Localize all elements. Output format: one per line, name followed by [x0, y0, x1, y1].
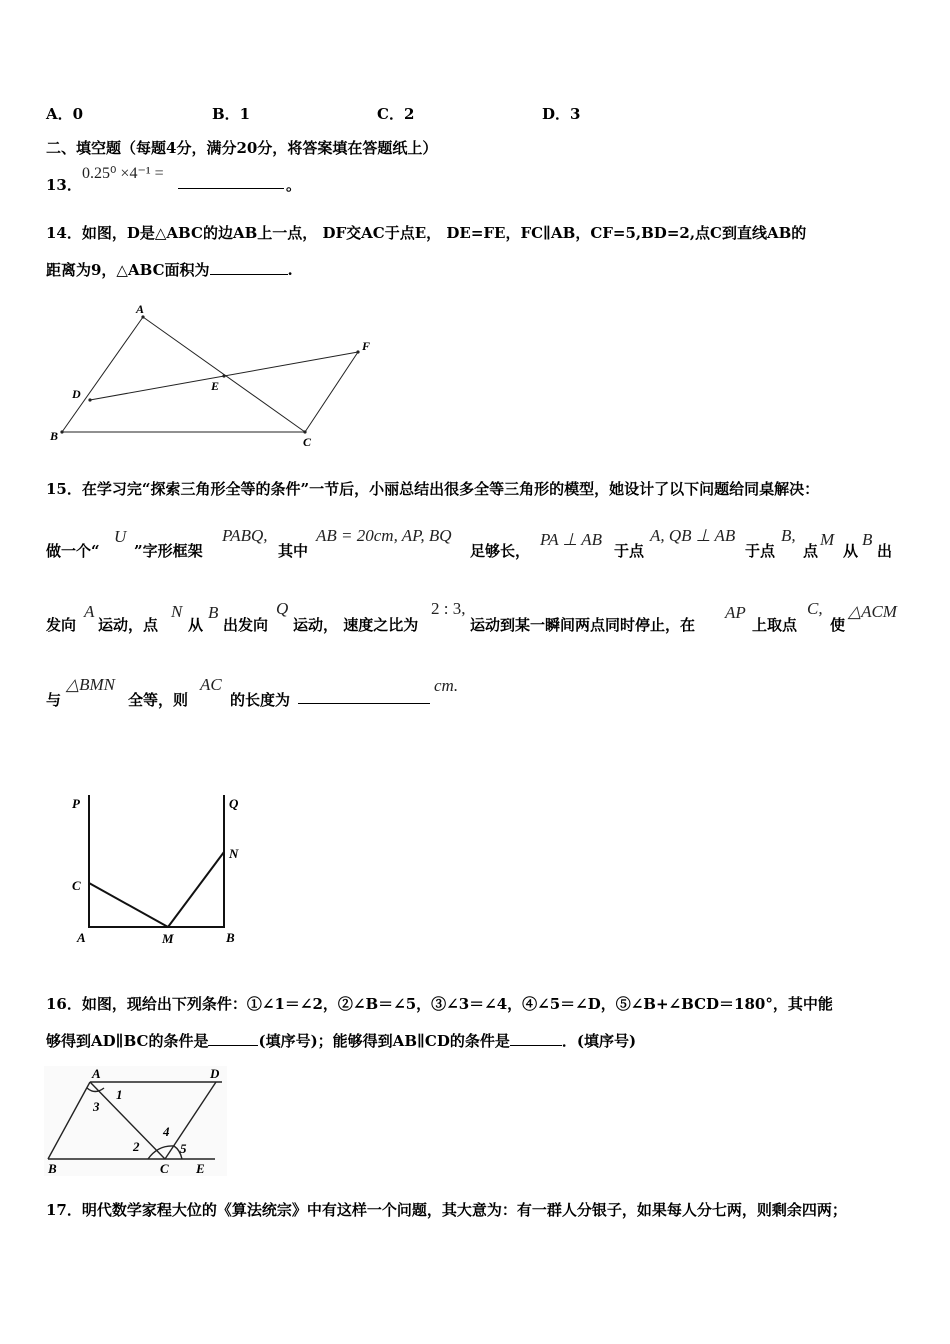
q15-l2-m3: AB = 20cm, AP, BQ [316, 526, 452, 545]
q15-l3-m8: △ACM [848, 602, 897, 621]
q15-l4-t3: 的长度为 [230, 691, 291, 709]
q15-l3-t1: 发向 [46, 616, 77, 634]
q15-l3-t8: 使 [830, 616, 846, 634]
q14-line1: 14．如图，D是△ABC的边AB上一点， DF交AC于点E， DE=FE，FC∥AB，CF=5,BD=2,点C到直线AB的 [46, 224, 807, 242]
q15-l2-t6: 于点 [745, 542, 776, 560]
q15-label-p: P [72, 796, 80, 811]
q16-angle-4: 4 [163, 1124, 170, 1139]
q16-line1: 16．如图，现给出下列条件：①∠1＝∠2，②∠B＝∠5，③∠3＝∠4，④∠5＝∠D，⑤∠B+∠BCD＝180°，其中能 [46, 995, 833, 1013]
q14-label-c: C [303, 435, 312, 449]
q15-label-q: Q [229, 796, 239, 811]
q15-l3-m7: C, [807, 599, 823, 618]
q15-l3-t3: 从 [188, 616, 204, 634]
q15-l2-t2: ”字形框架 [134, 542, 203, 560]
option-a: A．0 [46, 105, 84, 123]
q15-l3-t4: 出发向 [223, 616, 269, 634]
q16-line2-a: 够得到AD∥BC的条件是 [46, 1032, 209, 1050]
q14-label-a: A [136, 302, 145, 316]
q15-l2-m6: B, [781, 526, 796, 545]
q15-l2-m1: U [114, 527, 127, 546]
option-b: B．1 [212, 105, 251, 123]
q15-l2-m5: A, QB ⊥ AB [650, 526, 736, 545]
q15-l2-m2: PABQ, [222, 526, 268, 545]
q16-label-c: C [160, 1161, 169, 1176]
q14-label-f: F [362, 339, 371, 353]
q16-label-a: A [92, 1066, 101, 1081]
q16-line2-c: ．(填序号) [561, 1032, 637, 1050]
q16-label-b: B [48, 1161, 57, 1176]
q15-label-m: M [162, 931, 174, 946]
q15-l2-m8: B [862, 530, 873, 549]
q16-angle-3: 3 [93, 1099, 100, 1114]
q14-label-d: D [72, 387, 81, 401]
q15-l4-m1: △BMN [66, 675, 115, 694]
q15-label-c: C [72, 878, 81, 893]
q14-label-b: B [50, 429, 59, 443]
q15-l3-m4: Q [276, 599, 289, 618]
q15-l2-t5: 于点 [614, 542, 645, 560]
q15-l2-t8: 从 [843, 542, 859, 560]
q15-l3-m5: 2 : 3, [431, 599, 466, 618]
q15-l4-t1: 与 [46, 691, 62, 709]
q13-number: 13． [46, 176, 82, 194]
q15-l2-t3: 其中 [278, 542, 309, 560]
q14-label-e: E [211, 379, 220, 393]
q13-tail: 。 [286, 176, 302, 194]
q14-end: . [287, 261, 293, 279]
q15-label-b: B [226, 930, 235, 945]
q16-angle-5: 5 [180, 1141, 187, 1156]
q16-angle-1: 1 [116, 1087, 123, 1102]
q16-label-d: D [210, 1066, 220, 1081]
q15-l2-t1: 做一个“ [46, 542, 100, 560]
q15-label-n: N [229, 846, 239, 861]
q15-l3-m3: B [208, 603, 219, 622]
q16-angle-2: 2 [133, 1139, 140, 1154]
q15-l4-m3: cm. [434, 676, 459, 695]
option-d: D．3 [542, 105, 581, 123]
q15-l3-m2: N [171, 602, 183, 621]
q15-l2-m4: PA ⊥ AB [540, 530, 603, 549]
q16-label-e: E [196, 1161, 205, 1176]
q15-l3-m6: AP [725, 603, 746, 622]
q15-l2-m7: M [820, 530, 835, 549]
q15-l2-t4: 足够长， [470, 542, 531, 560]
q15-l3-m1: A [84, 602, 95, 621]
q15-l2-t9: 出 [877, 542, 893, 560]
q15-l3-t7: 上取点 [752, 616, 798, 634]
q15-line1: 15．在学习完“探索三角形全等的条件”一节后，小丽总结出很多全等三角形的模型，她设计了以下问题给同桌解决： [46, 480, 820, 498]
q14-line2-text: 距离为9，△ABC面积为 [46, 261, 210, 279]
option-c: C．2 [377, 105, 415, 123]
q15-l3-t5: 运动， 速度之比为 [293, 616, 419, 634]
q17-line1: 17．明代数学家程大位的《算法统宗》中有这样一个问题，其大意为：有一群人分银子，如果每人分七两，则剩余四两； [46, 1201, 847, 1219]
q15-l4-t2: 全等，则 [128, 691, 189, 709]
q15-l4-m2: AC [200, 675, 222, 694]
section2-title: 二、填空题（每题4分，满分20分，将答案填在答题纸上） [46, 139, 438, 157]
q16-line2-b: (填序号)；能够得到AB∥CD的条件是 [258, 1032, 510, 1050]
q13-expression: 0.25⁰ ×4⁻¹ = [82, 165, 164, 182]
q15-l3-t6: 运动到某一瞬间两点同时停止，在 [470, 616, 696, 634]
q15-l2-t7: 点 [803, 542, 819, 560]
q15-label-a: A [77, 930, 86, 945]
q15-l3-t2: 运动，点 [98, 616, 159, 634]
